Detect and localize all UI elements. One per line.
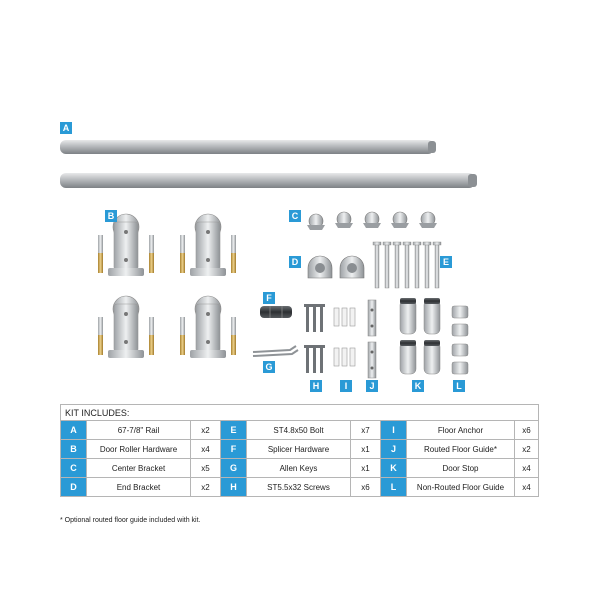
item-name: ST4.8x50 Bolt [247,421,351,440]
item-qty: x4 [515,459,539,478]
item-qty: x5 [191,459,221,478]
item-qty: x1 [351,440,381,459]
item-qty: x2 [515,440,539,459]
label-d: D [289,256,301,268]
item-qty: x6 [515,421,539,440]
item-name: Non-Routed Floor Guide [407,478,515,497]
item-key: A [61,421,87,440]
item-key: G [221,459,247,478]
label-l: L [453,380,465,392]
label-g: G [263,361,275,373]
item-name: Center Bracket [87,459,191,478]
label-f: F [263,292,275,304]
floor-anchor-part [334,308,355,366]
label-b: B [105,210,117,222]
door-roller-part [98,214,236,358]
center-bracket-part [307,212,437,230]
item-name: Routed Floor Guide* [407,440,515,459]
item-qty: x2 [191,421,221,440]
footnote: * Optional routed floor guide included with kit. [60,517,201,524]
non-routed-floor-guide-part [452,306,468,374]
item-name: ST5.5x32 Screws [247,478,351,497]
item-name: Allen Keys [247,459,351,478]
allen-keys-part [253,346,298,356]
screws-part [304,304,325,373]
table-row [61,421,539,440]
item-name: Floor Anchor [407,421,515,440]
label-e: E [440,256,452,268]
item-key: E [221,421,247,440]
item-name: 67-7/8" Rail [87,421,191,440]
item-key: D [61,478,87,497]
door-stop-part [400,298,440,374]
item-key: H [221,478,247,497]
kit-heading-row [61,405,539,421]
bolt-part [373,242,441,288]
item-key: F [221,440,247,459]
item-key: I [381,421,407,440]
label-j: J [366,380,378,392]
label-k: K [412,380,424,392]
item-qty: x4 [191,440,221,459]
rail-part [60,140,477,188]
item-qty: x7 [351,421,381,440]
item-key: B [61,440,87,459]
item-qty: x1 [351,459,381,478]
routed-floor-guide-part [368,300,376,378]
item-key: K [381,459,407,478]
item-key: L [381,478,407,497]
table-row [61,459,539,478]
label-a: A [60,122,72,134]
splicer-part [260,306,292,318]
item-key: C [61,459,87,478]
kit-table [60,404,539,497]
item-name: End Bracket [87,478,191,497]
item-name: Door Stop [407,459,515,478]
kit-heading: KIT INCLUDES: [61,405,539,421]
item-qty: x4 [515,478,539,497]
item-qty: x2 [191,478,221,497]
item-name: Door Roller Hardware [87,440,191,459]
table-row [61,478,539,497]
item-qty: x6 [351,478,381,497]
label-h: H [310,380,322,392]
table-row [61,440,539,459]
end-bracket-part [308,256,364,278]
label-i: I [340,380,352,392]
item-name: Splicer Hardware [247,440,351,459]
label-c: C [289,210,301,222]
item-key: J [381,440,407,459]
